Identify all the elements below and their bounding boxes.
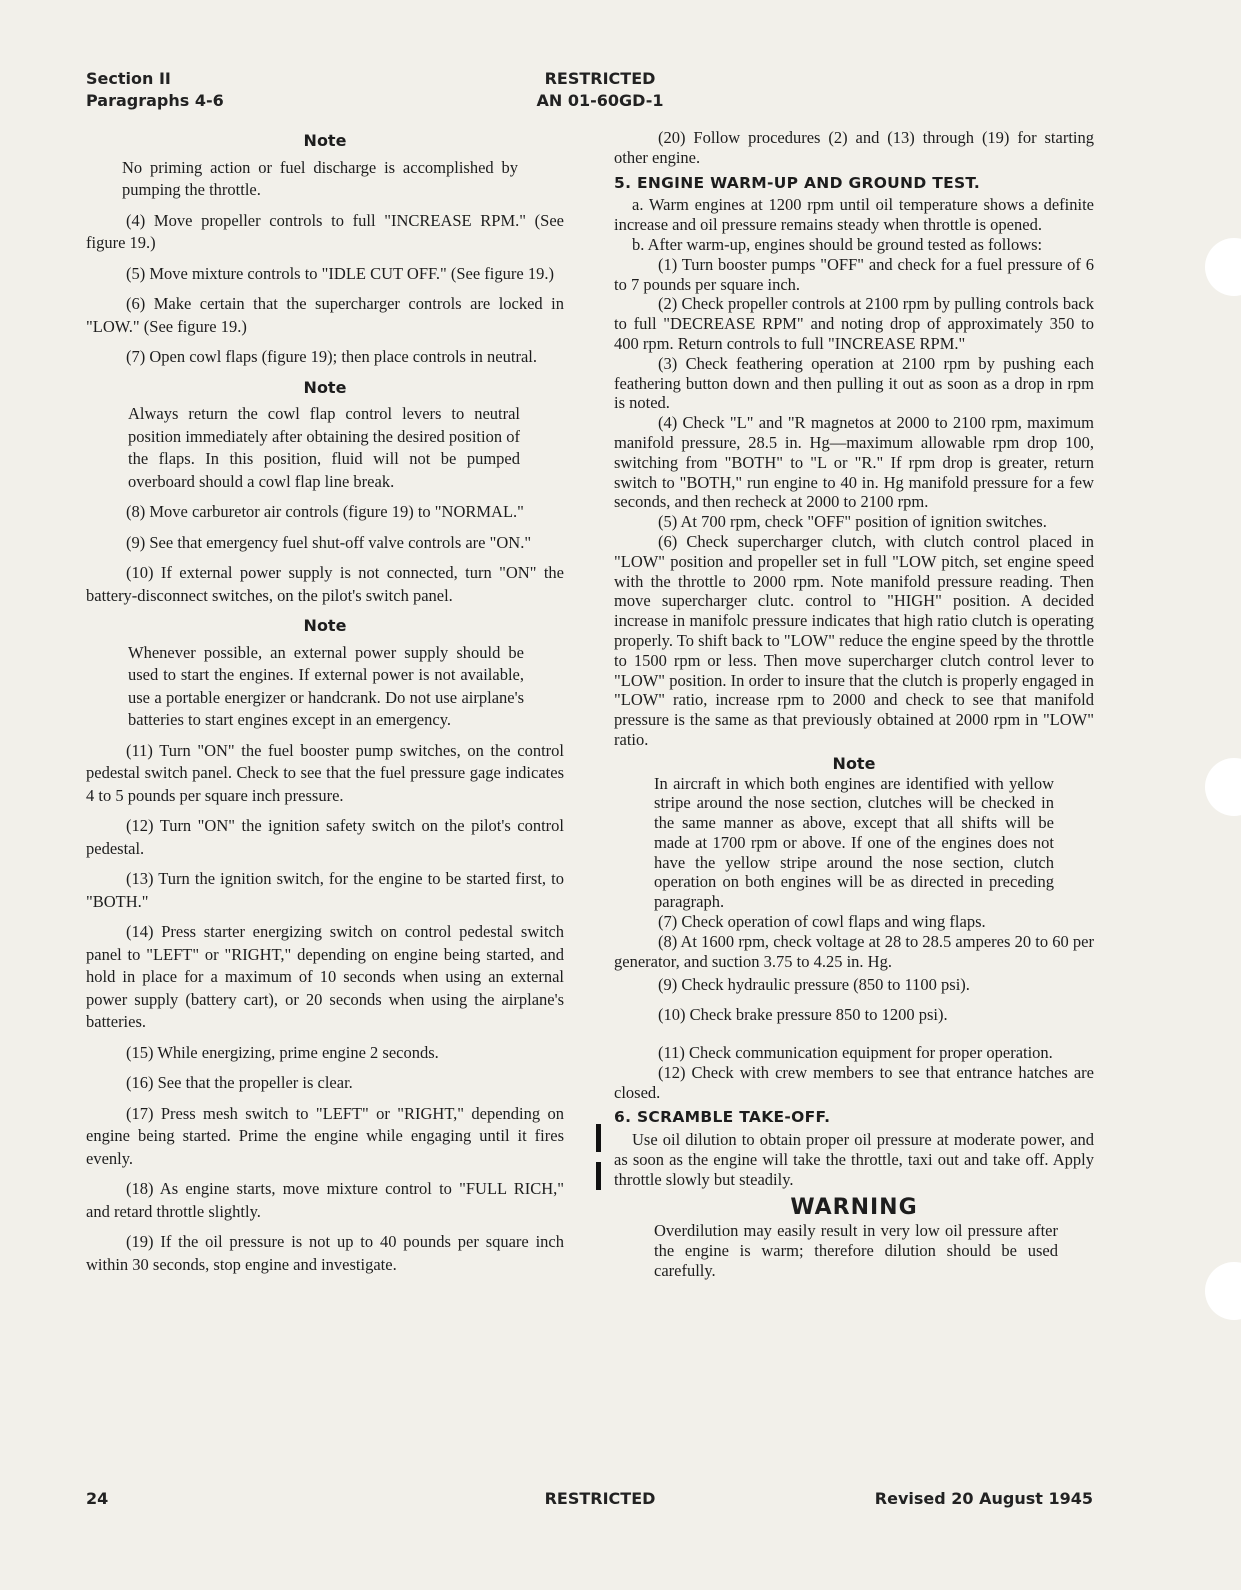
warning-body: Overdilution may easily result in very low oil pressure after the engine is warm; therefore dilution should be used carefully.	[654, 1221, 1058, 1281]
test-step-7: (7) Check operation of cowl flaps and wing flaps.	[658, 912, 986, 932]
paragraphs-label: Paragraphs 4-6	[86, 91, 224, 110]
step-7: (7) Open cowl flaps (figure 19); then place controls in neutral.	[126, 347, 537, 366]
test-step-12: (12) Check with crew members to see that entrance hatches are closed.	[614, 1062, 1094, 1102]
left-column	[86, 128, 564, 1284]
step-17: (17) Press mesh switch to "LEFT" or "RIGHT," depending on engine being started. Prime the engine while engaging until it fires evenly.	[86, 1103, 564, 1168]
document-number: AN 01-60GD-1	[536, 91, 664, 110]
test-step-8: (8) At 1600 rpm, check voltage at 28 to 28.5 amperes 20 to 60 per generator, and suction 3.75 to 4.25 in. Hg.	[614, 931, 1094, 971]
binder-hole	[1205, 238, 1241, 296]
step-13: (13) Turn the ignition switch, for the engine to be started first, to "BOTH."	[86, 869, 564, 911]
test-step-11: (11) Check communication equipment for proper operation.	[658, 1043, 1053, 1063]
section-5-para-b: b. After warm-up, engines should be ground tested as follows:	[632, 234, 1043, 254]
step-9: (9) See that emergency fuel shut-off valve controls are "ON."	[126, 532, 532, 552]
note-heading: Note	[303, 131, 347, 150]
note-body: Whenever possible, an external power supply should be used to start the engines. If external power is not available, use a portable energizer or handcrank. Do not use airplane's batteries to start engines except in an emergency.	[128, 642, 524, 729]
page-header-left	[86, 68, 224, 112]
page-header-center	[500, 68, 700, 112]
section-5-heading: 5. ENGINE WARM-UP AND GROUND TEST.	[614, 173, 981, 192]
section-6-heading: 6. SCRAMBLE TAKE-OFF.	[614, 1108, 831, 1127]
restricted-label: RESTRICTED	[544, 69, 656, 88]
step-12: (12) Turn "ON" the ignition safety switch on the pilot's control pedestal.	[86, 816, 564, 858]
change-bar	[596, 1124, 601, 1152]
step-18: (18) As engine starts, move mixture control to "FULL RICH," and retard throttle slightly.	[86, 1179, 564, 1221]
test-step-3: (3) Check feathering operation at 2100 rpm by pushing each feathering button down and then pulling it out as soon as a drop in rpm is noted.	[614, 353, 1094, 413]
test-step-4: (4) Check "L" and "R magnetos at 2000 to 2100 rpm, maximum manifold pressure, 28.5 in. Hg—maximum allowable rpm drop 100, switching from "BOTH" to "L or "R." If rpm drop is greater, return switch to "BOTH," run engine to 40 in. Hg manifold pressure for a few seconds, and then recheck at 2000 to 2100 rpm.	[614, 413, 1094, 512]
step-5: (5) Move mixture controls to "IDLE CUT OFF." (See figure 19.)	[126, 263, 554, 283]
step-14: (14) Press starter energizing switch on control pedestal switch panel to "LEFT" or "RIGHT," depending on engine being started, and hold in place for a maximum of 10 seconds when using an external power supply (battery cart), or 20 seconds when using the airplane's batteries.	[86, 922, 564, 1031]
step-10: (10) If external power supply is not connected, turn "ON" the battery-disconnect switches, on the pilot's switch panel.	[86, 563, 564, 605]
note-heading: Note	[303, 616, 347, 635]
footer-restricted: RESTRICTED	[544, 1489, 656, 1508]
test-step-2: (2) Check propeller controls at 2100 rpm by pulling controls back to full "DECREASE RPM" and noting drop of approximately 350 to 400 rpm. Return controls to full "INCREASE RPM."	[614, 294, 1094, 353]
binder-hole	[1205, 758, 1241, 816]
step-4: (4) Move propeller controls to full "INCREASE RPM." (See figure 19.)	[86, 210, 564, 252]
step-16: (16) See that the propeller is clear.	[126, 1073, 353, 1092]
test-step-1: (1) Turn booster pumps "OFF" and check for a fuel pressure of 6 to 7 pounds per square inch.	[614, 254, 1094, 294]
step-6: (6) Make certain that the supercharger controls are locked in "LOW." (See figure 19.)	[86, 294, 564, 336]
right-column	[614, 128, 1094, 1281]
test-step-5: (5) At 700 rpm, check "OFF" position of ignition switches.	[658, 512, 1047, 532]
step-8: (8) Move carburetor air controls (figure 19) to "NORMAL."	[126, 502, 524, 521]
page-number: 24	[86, 1489, 109, 1508]
step-15: (15) While energizing, prime engine 2 seconds.	[126, 1042, 439, 1062]
test-step-10: (10) Check brake pressure 850 to 1200 psi).	[658, 1005, 948, 1025]
step-19: (19) If the oil pressure is not up to 40 pounds per square inch within 30 seconds, stop engine and investigate.	[86, 1232, 564, 1274]
change-bar	[596, 1162, 601, 1190]
warning-heading: WARNING	[790, 1194, 918, 1220]
section-5-para-a: a. Warm engines at 1200 rpm until oil temperature shows a definite increase and oil pressure remains steady when throttle is opened.	[614, 195, 1094, 235]
section-label: Section II	[86, 69, 171, 88]
revision-date: Revised 20 August 1945	[874, 1489, 1093, 1508]
test-step-6: (6) Check supercharger clutch, with clutch control placed in "LOW" position and propeller set in full "LOW pitch, set engine speed with the throttle to 2000 rpm. Note manifold pressure reading. Then move supercharger clutc. control to "HIGH" position. A decided increase in manifolc pressure indicates that high ratio clutch is operating properly. To shift back to "LOW" reduce the engine speed by the throttle to 1500 rpm or less. Then move supercharger clutch control lever to "LOW" position. In order to insure that the clutch is properly engaged in "LOW" ratio, increase rpm to 2000 and check to see that manifold pressure is the same as that previously obtained at 2000 rpm in "LOW" ratio.	[614, 531, 1094, 749]
note-body: No priming action or fuel discharge is accomplished by pumping the throttle.	[122, 157, 518, 199]
note-body: In aircraft in which both engines are identified with yellow stripe around the nose section, clutches will be checked in the same manner as above, except that all shifts will be made at 1700 rpm or above. If one of the engines does not have the yellow stripe around the nose section, clutch operation on both engines will be as directed in preceding paragraph.	[654, 773, 1054, 912]
test-step-9: (9) Check hydraulic pressure (850 to 1100 psi).	[658, 975, 970, 995]
binder-hole	[1205, 1262, 1241, 1320]
step-11: (11) Turn "ON" the fuel booster pump switches, on the control pedestal switch panel. Check to see that the fuel pressure gage indicates 4 to 5 pounds per square inch pressure.	[86, 740, 564, 805]
note-body: Always return the cowl flap control levers to neutral position immediately after obtaining the desired position of the flaps. In this position, fluid will not be pumped overboard should a cowl flap line break.	[128, 404, 520, 491]
note-heading: Note	[303, 377, 347, 397]
section-6-body: Use oil dilution to obtain proper oil pressure at moderate power, and as soon as the engine will take the throttle, taxi out and take off. Apply throttle slowly but steadily.	[614, 1130, 1094, 1189]
step-20: (20) Follow procedures (2) and (13) through (19) for starting other engine.	[614, 128, 1094, 167]
note-heading: Note	[832, 753, 876, 773]
